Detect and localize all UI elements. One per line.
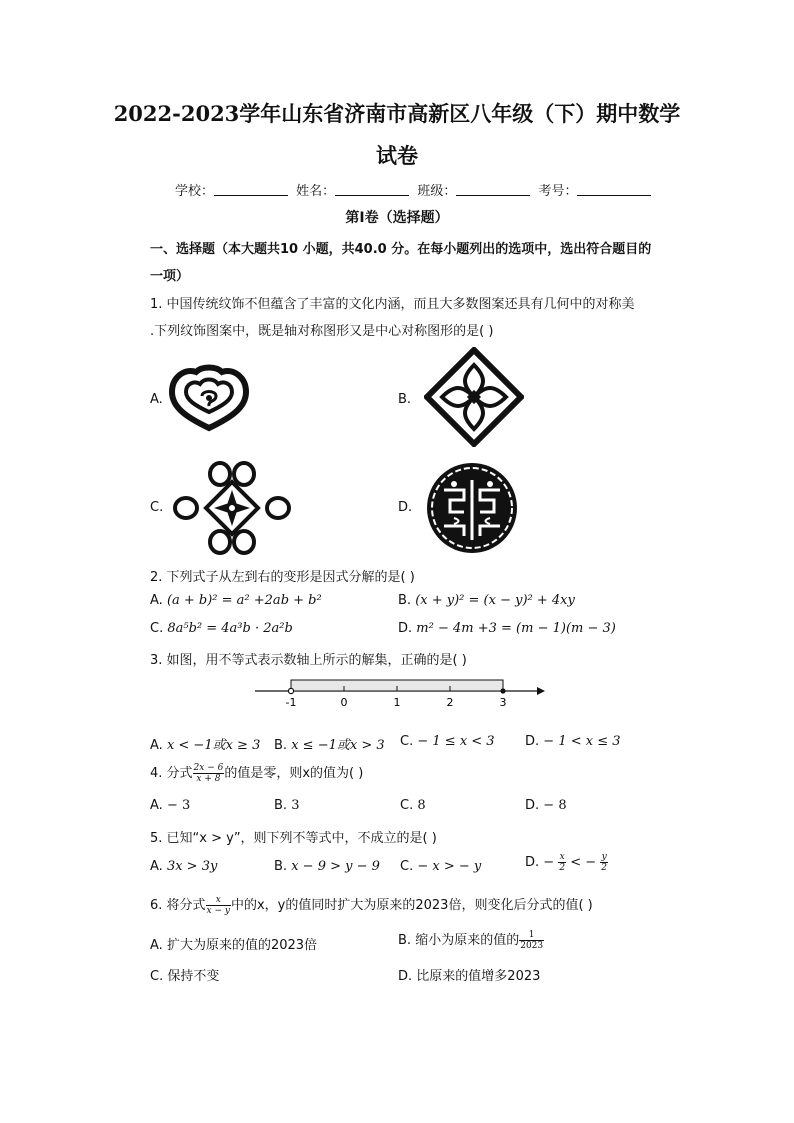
tick-label: 3 (499, 696, 507, 709)
q2-c-label: C. (150, 621, 164, 636)
ruyi-cloud-icon (168, 362, 250, 432)
q5-option-d (525, 852, 608, 873)
q5-d-f2-den: 2 (601, 863, 608, 873)
q2-option-c (150, 621, 293, 636)
q6-d-label: D. (398, 969, 413, 984)
q4-d-label: D. (525, 798, 540, 813)
q2-c-expr: 8a⁵b² = 4a³b · 2a²b (167, 621, 293, 636)
q6-option-c (150, 965, 219, 984)
q6-b-num: 1 (519, 930, 544, 941)
q2-d-expr: m² − 4m +3 = (m − 1)(m − 3) (416, 621, 616, 636)
q6-d-text: 比原来的值增多2023 (416, 969, 541, 984)
q3-a-expr: x < −1或x ≥ 3 (166, 738, 261, 753)
q6-a-text: 扩大为原来的值的2023倍 (166, 938, 318, 953)
q5-d-fraction-2 (600, 852, 608, 873)
q3-c-label: C. (400, 734, 414, 749)
q1-option-c-label: C. (150, 500, 164, 515)
q1-stem-line2: .下列纹饰图案中，既是轴对称图形又是中心对称图形的是( ) (150, 324, 494, 339)
section-heading-line2: 一项） (150, 269, 190, 284)
q3-stem: 3. 如图，用不等式表示数轴上所示的解集，正确的是( ) (150, 653, 467, 668)
q3-d-label: D. (525, 734, 540, 749)
q6-a-label: A. (150, 938, 163, 953)
q5-d-minus: − (543, 855, 555, 870)
open-endpoint (288, 688, 293, 693)
q4-a-value: − 3 (166, 798, 191, 813)
q2-a-expr: (a + b)² = a² +2ab + b² (166, 593, 322, 608)
q5-d-f1-den: 2 (559, 863, 566, 873)
part-title: 第Ⅰ卷（选择题） (345, 210, 449, 226)
q6-option-d (398, 965, 540, 984)
q4-fraction (193, 763, 225, 784)
q4-stem-post: 的值是零，则x的值为( ) (224, 766, 364, 781)
q6-option-a (150, 934, 317, 953)
q6-b-den: 2023 (520, 941, 544, 951)
q5-d-fraction-1 (558, 852, 566, 873)
q1-option-d-label: D. (398, 500, 413, 515)
q3-option-d (525, 734, 621, 749)
q5-b-expr: x − 9 > y − 9 (291, 859, 380, 874)
four-loop-knot-icon (172, 460, 292, 556)
q4-b-label: B. (274, 798, 288, 813)
q5-c-expr: − x > − y (417, 859, 482, 874)
q6-b-label: B. (398, 933, 412, 948)
q6-b-text: 缩小为原来的值的 (415, 933, 520, 948)
q5-d-label: D. (525, 855, 540, 870)
q5-d-f2-num: y (601, 852, 607, 862)
exam-title-line2: 试卷 (376, 143, 418, 168)
q6-b-fraction (519, 930, 544, 951)
q5-option-b (274, 859, 380, 874)
q4-option-a (150, 798, 190, 813)
q6-stem-post: 中的x，y的值同时扩大为原来的2023倍，则变化后分式的值( ) (230, 898, 593, 913)
q5-option-c (400, 859, 481, 874)
section-heading-line1: 一、选择题（本大题共10 小题，共40.0 分。在每小题列出的选项中，选出符合题目的 (150, 242, 652, 257)
q2-d-label: D. (398, 621, 413, 636)
q3-b-label: B. (274, 738, 288, 753)
q4-option-d (525, 798, 567, 813)
exam-number-blank (577, 183, 651, 196)
q5-d-f1-num: x (559, 852, 565, 862)
q6-frac-num: x (206, 895, 231, 906)
q1-option-a-label: A. (150, 392, 163, 407)
q3-a-label: A. (150, 738, 163, 753)
q2-option-d (398, 621, 616, 636)
q5-a-label: A. (150, 859, 163, 874)
q2-option-b (398, 593, 575, 608)
q4-option-b (274, 798, 299, 813)
q5-d-mid: < − (570, 855, 597, 870)
exam-title-line1: 2022-2023学年山东省济南市高新区八年级（下）期中数学 (113, 101, 681, 126)
q6-c-label: C. (150, 969, 164, 984)
q2-b-label: B. (398, 593, 412, 608)
q5-option-a (150, 859, 217, 874)
q3-d-expr: − 1 < x ≤ 3 (543, 734, 621, 749)
tick-label: -1 (285, 696, 297, 709)
q3-option-b (274, 734, 385, 753)
number-line-arrow (537, 687, 545, 695)
q2-stem: 2. 下列式子从左到右的变形是因式分解的是( ) (150, 570, 415, 585)
q1-stem-line1: 1. 中国传统纹饰不但蕴含了丰富的文化内涵，而且大多数图案还具有几何中的对称美 (150, 297, 635, 312)
q3-b-expr: x ≤ −1或x > 3 (291, 738, 385, 753)
q2-a-label: A. (150, 593, 163, 608)
q3-c-expr: − 1 ≤ x < 3 (417, 734, 495, 749)
diamond-knot-icon (424, 347, 524, 447)
q5-b-label: B. (274, 859, 288, 874)
q6-stem (150, 894, 593, 916)
q4-a-label: A. (150, 798, 163, 813)
q2-option-a (150, 593, 322, 608)
q4-c-value: 8 (417, 798, 426, 813)
class-blank (456, 183, 530, 196)
tick-label: 1 (393, 696, 401, 709)
q6-stem-pre: 6. 将分式 (150, 898, 206, 913)
school-blank (214, 183, 288, 196)
q4-stem (150, 762, 363, 784)
q1-option-b-label: B. (398, 392, 412, 407)
q4-stem-pre: 4. 分式 (150, 766, 193, 781)
exam-number-label: 考号： (538, 184, 578, 199)
bird-medallion-icon (424, 460, 520, 556)
q6-c-text: 保持不变 (167, 969, 220, 984)
q4-frac-num: 2x − 6 (193, 763, 224, 773)
q6-frac-den: x − y (206, 906, 230, 916)
q5-a-expr: 3x > 3y (166, 859, 218, 874)
q5-c-label: C. (400, 859, 414, 874)
tick-label: 0 (340, 696, 348, 709)
q5-stem: 5. 已知“x > y”，则下列不等式中，不成立的是( ) (150, 831, 437, 846)
tick-label: 2 (446, 696, 454, 709)
q4-option-c (400, 798, 426, 813)
name-label: 姓名： (296, 184, 336, 199)
q2-b-expr: (x + y)² = (x − y)² + 4xy (415, 593, 575, 608)
q4-frac-den: x + 8 (196, 774, 221, 784)
q6-fraction (206, 895, 231, 916)
q4-c-label: C. (400, 798, 414, 813)
number-line (255, 674, 545, 712)
q4-d-value: − 8 (543, 798, 567, 813)
class-label: 班级： (417, 184, 457, 199)
q6-option-b (398, 929, 544, 951)
closed-endpoint (500, 688, 505, 693)
q3-option-c (400, 734, 495, 749)
q4-b-value: 3 (291, 798, 300, 813)
q3-option-a (150, 734, 260, 753)
name-blank (335, 183, 409, 196)
student-info-row (175, 180, 655, 199)
school-label: 学校： (175, 184, 215, 199)
